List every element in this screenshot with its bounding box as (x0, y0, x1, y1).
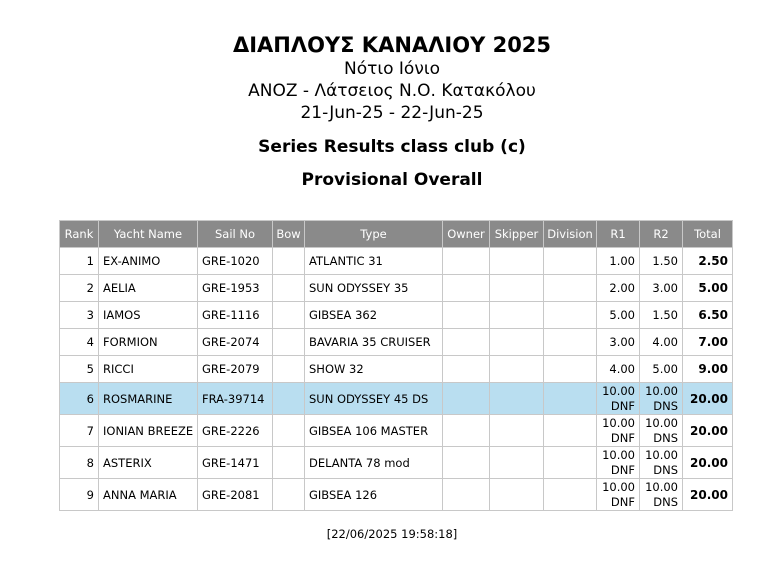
r1-score: 10.00 (602, 383, 635, 398)
event-dates: 21-Jun-25 - 22-Jun-25 (300, 103, 484, 123)
results-status: Provisional Overall (301, 170, 483, 190)
skipper-cell (490, 329, 544, 356)
r2-score: 5.00 (652, 361, 678, 376)
column-header-r2[interactable]: R2 (640, 221, 683, 248)
column-header-rank[interactable]: Rank (60, 221, 99, 248)
owner-cell (443, 248, 490, 275)
yacht-name-cell: ASTERIX (99, 447, 198, 479)
yacht-name-cell: RICCI (99, 356, 198, 383)
skipper-cell (490, 479, 544, 511)
type-cell: SUN ODYSSEY 45 DS (305, 383, 443, 415)
sail-no-cell: GRE-2079 (198, 356, 273, 383)
r2-cell (640, 275, 683, 302)
rank-cell: 5 (60, 356, 99, 383)
total-cell: 6.50 (683, 302, 733, 329)
division-cell (544, 447, 597, 479)
total-cell: 5.00 (683, 275, 733, 302)
r1-cell (597, 275, 640, 302)
column-header-type[interactable]: Type (305, 221, 443, 248)
r1-cell (597, 479, 640, 511)
type-cell: SHOW 32 (305, 356, 443, 383)
rank-cell: 6 (60, 383, 99, 415)
skipper-cell (490, 248, 544, 275)
table-header-row (60, 221, 733, 248)
r2-cell (640, 383, 683, 415)
yacht-name-cell: IAMOS (99, 302, 198, 329)
division-cell (544, 479, 597, 511)
division-cell (544, 415, 597, 447)
skipper-cell (490, 356, 544, 383)
r1-score: 10.00 (602, 479, 635, 494)
results-header (0, 0, 784, 191)
rank-cell: 9 (60, 479, 99, 511)
rank-cell: 7 (60, 415, 99, 447)
bow-cell (273, 479, 305, 511)
yacht-name-cell: ROSMARINE (99, 383, 198, 415)
skipper-cell (490, 275, 544, 302)
division-cell (544, 329, 597, 356)
owner-cell (443, 356, 490, 383)
owner-cell (443, 275, 490, 302)
sail-no-cell: GRE-1020 (198, 248, 273, 275)
r1-code: DNF (610, 494, 635, 509)
owner-cell (443, 329, 490, 356)
r2-score: 10.00 (645, 383, 678, 398)
type-cell: ATLANTIC 31 (305, 248, 443, 275)
yacht-name-cell: EX-ANIMO (99, 248, 198, 275)
division-cell (544, 302, 597, 329)
bow-cell (273, 248, 305, 275)
r1-code: DNF (610, 462, 635, 477)
yacht-name-cell: FORMION (99, 329, 198, 356)
column-header-owner[interactable]: Owner (443, 221, 490, 248)
r1-score: 5.00 (609, 307, 635, 322)
sail-no-cell: GRE-1116 (198, 302, 273, 329)
table-row-highlighted (60, 383, 733, 415)
total-cell: 9.00 (683, 356, 733, 383)
r2-code: DNS (653, 398, 678, 413)
total-cell: 2.50 (683, 248, 733, 275)
rank-cell: 1 (60, 248, 99, 275)
table-row (60, 248, 733, 275)
table-row (60, 356, 733, 383)
table-row (60, 302, 733, 329)
r1-score: 2.00 (609, 280, 635, 295)
total-cell: 20.00 (683, 479, 733, 511)
total-cell: 20.00 (683, 447, 733, 479)
r1-score: 1.00 (609, 253, 635, 268)
r2-code: DNS (653, 430, 678, 445)
type-cell: SUN ODYSSEY 35 (305, 275, 443, 302)
sail-no-cell: GRE-2226 (198, 415, 273, 447)
generated-timestamp: [22/06/2025 19:58:18] (326, 527, 458, 541)
bow-cell (273, 329, 305, 356)
series-title: Series Results class club (c) (258, 137, 526, 157)
table-row (60, 275, 733, 302)
owner-cell (443, 302, 490, 329)
sail-no-cell: GRE-1471 (198, 447, 273, 479)
bow-cell (273, 302, 305, 329)
r2-cell (640, 356, 683, 383)
rank-cell: 8 (60, 447, 99, 479)
r2-score: 4.00 (652, 334, 678, 349)
column-header-r1[interactable]: R1 (597, 221, 640, 248)
skipper-cell (490, 302, 544, 329)
sail-no-cell: GRE-1953 (198, 275, 273, 302)
yacht-name-cell: IONIAN BREEZE (99, 415, 198, 447)
r2-score: 3.00 (652, 280, 678, 295)
r1-score: 10.00 (602, 447, 635, 462)
division-cell (544, 383, 597, 415)
r1-score: 4.00 (609, 361, 635, 376)
column-header-bow[interactable]: Bow (273, 221, 305, 248)
bow-cell (273, 383, 305, 415)
r1-code: DNF (610, 398, 635, 413)
bow-cell (273, 447, 305, 479)
table-row (60, 447, 733, 479)
r1-cell (597, 248, 640, 275)
r1-cell (597, 329, 640, 356)
r2-cell (640, 302, 683, 329)
r1-score: 3.00 (609, 334, 635, 349)
bow-cell (273, 275, 305, 302)
r2-cell (640, 479, 683, 511)
owner-cell (443, 447, 490, 479)
type-cell: GIBSEA 362 (305, 302, 443, 329)
column-header-skipper[interactable]: Skipper (490, 221, 544, 248)
r2-score: 10.00 (645, 479, 678, 494)
r2-score: 10.00 (645, 415, 678, 430)
sail-no-cell: GRE-2081 (198, 479, 273, 511)
type-cell: BAVARIA 35 CRUISER (305, 329, 443, 356)
total-cell: 20.00 (683, 415, 733, 447)
rank-cell: 3 (60, 302, 99, 329)
r2-code: DNS (653, 494, 678, 509)
total-cell: 7.00 (683, 329, 733, 356)
column-header-total[interactable]: Total (683, 221, 733, 248)
r2-score: 10.00 (645, 447, 678, 462)
event-organizer: ΑΝΟΖ - Λάτσειος Ν.Ο. Κατακόλου (248, 81, 536, 101)
type-cell: GIBSEA 126 (305, 479, 443, 511)
r2-code: DNS (653, 462, 678, 477)
r1-score: 10.00 (602, 415, 635, 430)
type-cell: DELANTA 78 mod (305, 447, 443, 479)
sail-no-cell: FRA-39714 (198, 383, 273, 415)
owner-cell (443, 415, 490, 447)
r1-cell (597, 383, 640, 415)
event-region: Νότιο Ιόνιο (344, 59, 440, 79)
event-title: ΔΙΑΠΛΟΥΣ ΚΑΝΑΛΙΟΥ 2025 (232, 33, 552, 57)
owner-cell (443, 383, 490, 415)
results-table (59, 220, 733, 511)
yacht-name-cell: AELIA (99, 275, 198, 302)
column-header-division[interactable]: Division (544, 221, 597, 248)
yacht-name-cell: ANNA MARIA (99, 479, 198, 511)
total-cell: 20.00 (683, 383, 733, 415)
skipper-cell (490, 415, 544, 447)
column-header-sail-no[interactable]: Sail No (198, 221, 273, 248)
r2-cell (640, 248, 683, 275)
r1-cell (597, 356, 640, 383)
r2-cell (640, 447, 683, 479)
division-cell (544, 248, 597, 275)
r1-cell (597, 447, 640, 479)
table-row (60, 479, 733, 511)
table-row (60, 329, 733, 356)
r1-code: DNF (610, 430, 635, 445)
type-cell: GIBSEA 106 MASTER (305, 415, 443, 447)
rank-cell: 4 (60, 329, 99, 356)
rank-cell: 2 (60, 275, 99, 302)
division-cell (544, 275, 597, 302)
column-header-yacht-name[interactable]: Yacht Name (99, 221, 198, 248)
bow-cell (273, 356, 305, 383)
r2-score: 1.50 (652, 253, 678, 268)
bow-cell (273, 415, 305, 447)
r2-cell (640, 415, 683, 447)
division-cell (544, 356, 597, 383)
owner-cell (443, 479, 490, 511)
skipper-cell (490, 447, 544, 479)
r2-score: 1.50 (652, 307, 678, 322)
r2-cell (640, 329, 683, 356)
r1-cell (597, 415, 640, 447)
sail-no-cell: GRE-2074 (198, 329, 273, 356)
skipper-cell (490, 383, 544, 415)
r1-cell (597, 302, 640, 329)
table-row (60, 415, 733, 447)
